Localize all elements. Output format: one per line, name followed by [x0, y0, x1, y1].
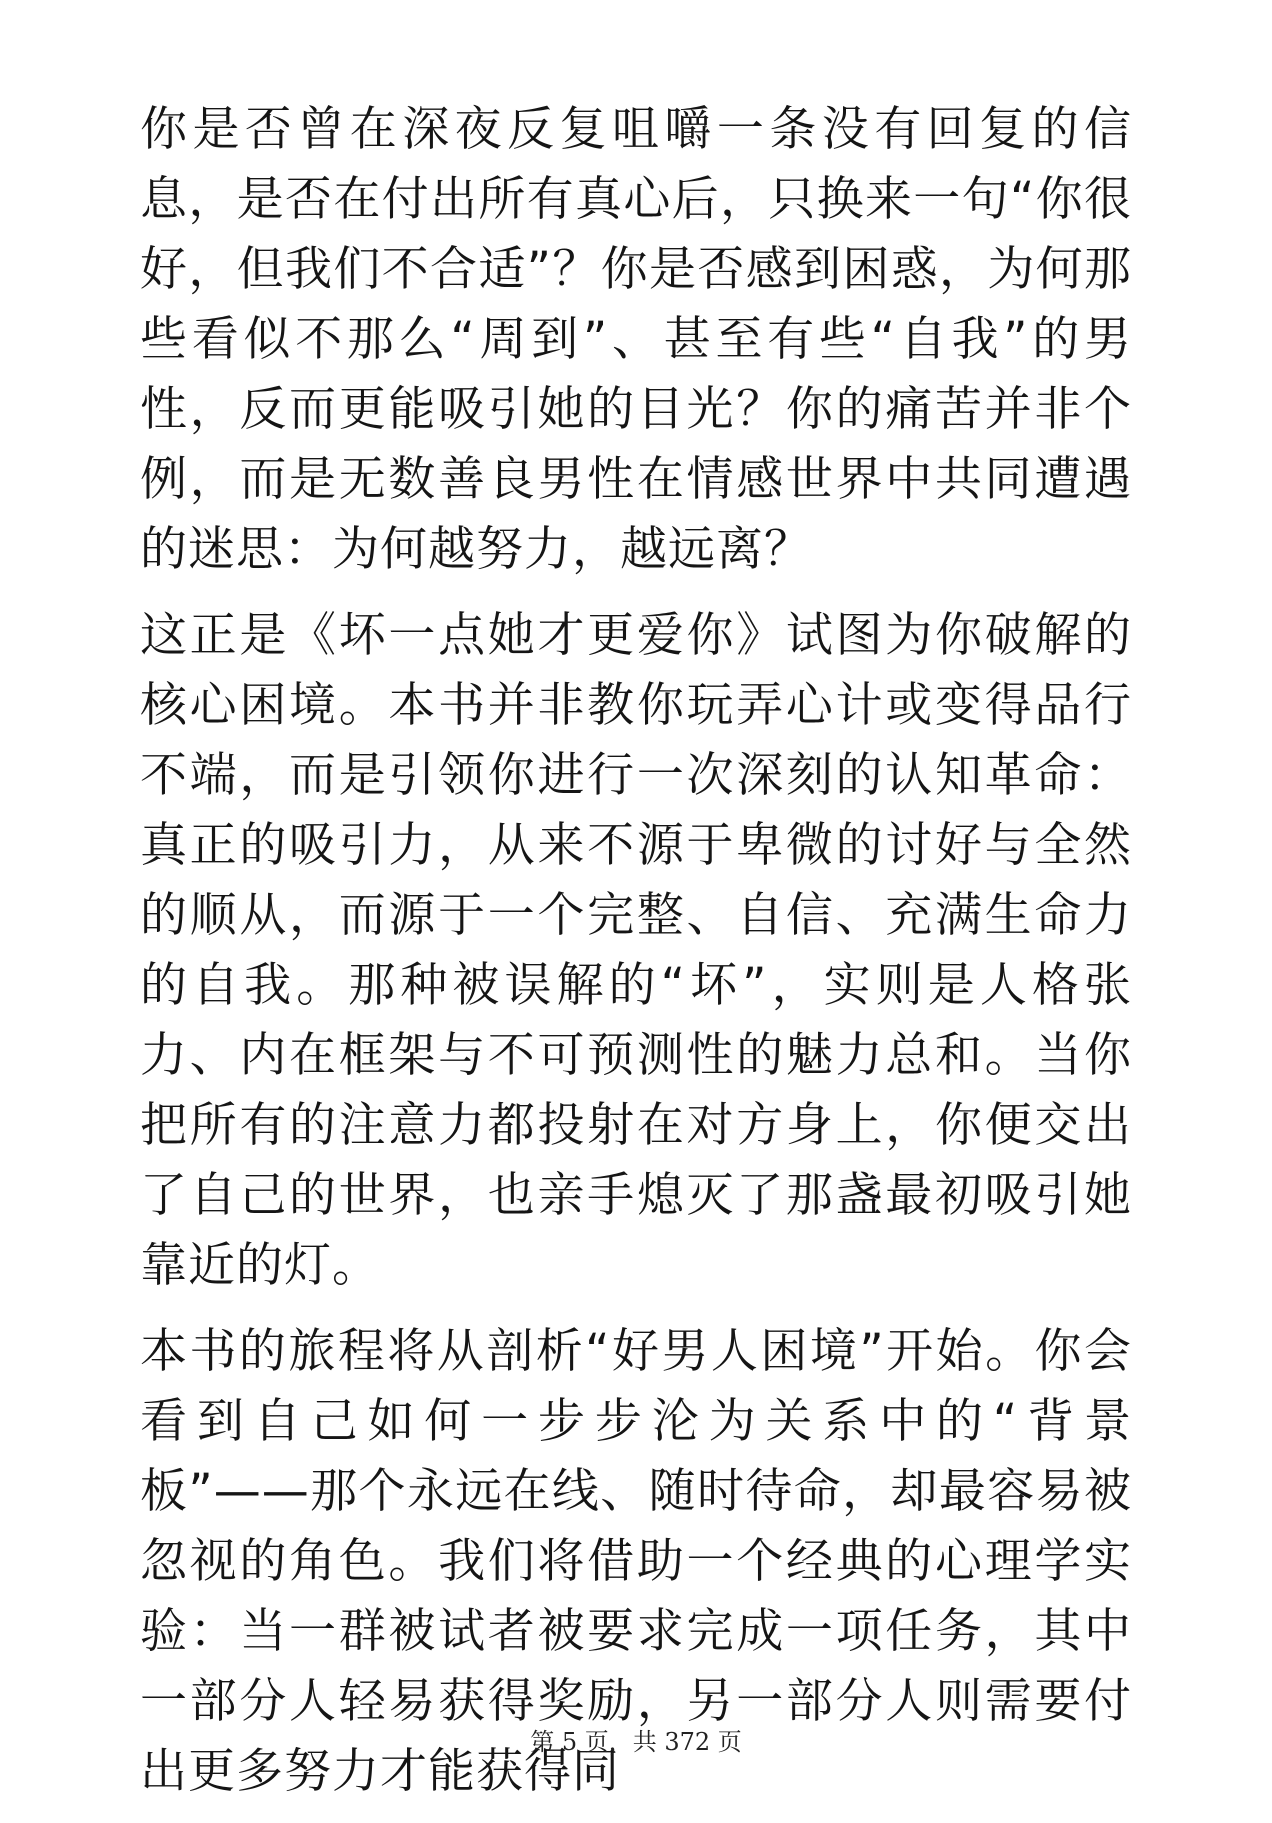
paragraph-3: 本书的旅程将从剖析“好男人困境”开始。你会看到自己如何一步步沦为关系中的“背景板”——那个永远在线、随时待命，却最容易被忽视的角色。我们将借助一个经典的心理学实验：当一群被试者被要求完成一项任务，其中一部分人轻易获得奖励，另一部分人则需要付出更多努力才能获得同 [140, 1324, 1132, 1799]
paragraph-2: 这正是《坏一点她才更爱你》试图为你破解的核心困境。本书并非教你玩弄心计或变得品行不端，而是引领你进行一次深刻的认知革命：真正的吸引力，从来不源于卑微的讨好与全然的顺从，而源于一个完整、自信、充满生命力的自我。那种被误解的“坏”，实则是人格张力、内在框架与不可预测性的魅力总和。当你把所有的注意力都投射在对方身上，你便交出了自己的世界，也亲手熄灭了那盏最初吸引她靠近的灯。 [140, 608, 1132, 1293]
paragraph-1: 你是否曾在深夜反复咀嚼一条没有回复的信息，是否在付出所有真心后，只换来一句“你很好，但我们不合适”？你是否感到困惑，为何那些看似不那么“周到”、甚至有些“自我”的男性，反而更能吸引她的目光？你的痛苦并非个例，而是无数善良男性在情感世界中共同遭遇的迷思：为何越努力，越远离？ [140, 102, 1132, 577]
page-number-footer: 第 5 页，共 372 页 [530, 1728, 742, 1756]
body-text [140, 95, 1132, 1823]
